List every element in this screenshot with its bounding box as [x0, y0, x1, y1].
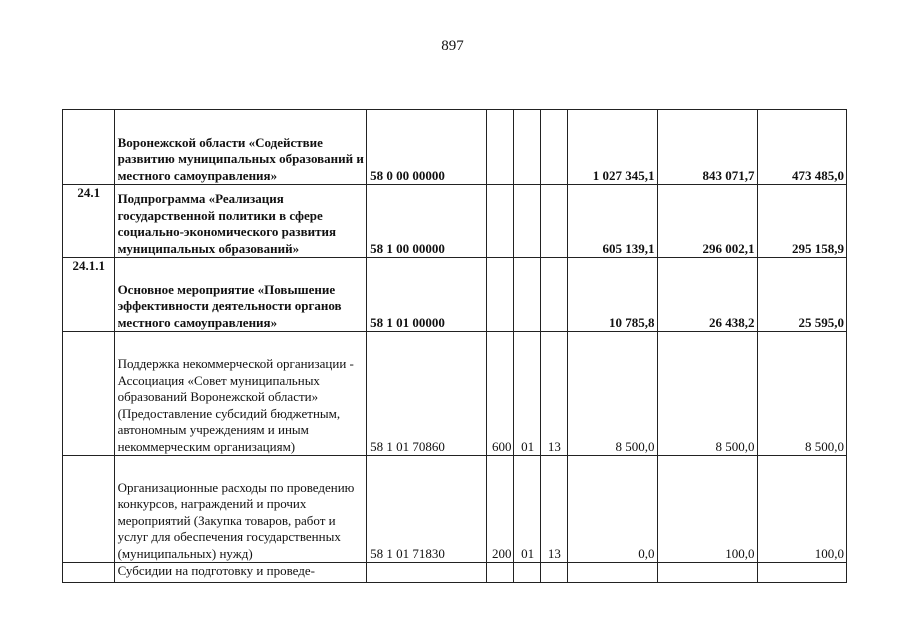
row-vr: 600 [487, 332, 514, 456]
row-number: 24.1 [63, 185, 115, 258]
row-pr [540, 110, 567, 185]
row-pr [540, 563, 567, 583]
row-amount-1: 10 785,8 [568, 258, 657, 332]
row-amount-1: 0,0 [568, 456, 657, 563]
row-amount-2: 26 438,2 [657, 258, 757, 332]
row-code: 58 1 00 00000 [367, 185, 487, 258]
row-amount-3: 473 485,0 [757, 110, 847, 185]
row-amount-2: 296 002,1 [657, 185, 757, 258]
row-name [114, 185, 367, 258]
row-name-text: Основное мероприятие «Повышение эффективности деятельности органов местного самоуправления» [117, 281, 342, 330]
row-amount-3: 25 595,0 [757, 258, 847, 332]
row-rz [514, 185, 540, 258]
row-name-text: Организационные расходы по проведению конкурсов, награждений и прочих мероприятий (Закупка товаров, работ и услуг для обеспечения государственных (муниципальных) нужд) [117, 479, 355, 561]
row-code [367, 563, 487, 583]
row-amount-3: 295 158,9 [757, 185, 847, 258]
row-name [114, 110, 367, 185]
row-rz: 01 [514, 456, 540, 563]
row-vr: 200 [487, 456, 514, 563]
row-amount-3: 8 500,0 [757, 332, 847, 456]
row-name [114, 332, 367, 456]
row-amount-2 [657, 563, 757, 583]
budget-table [62, 109, 847, 583]
row-number [63, 332, 115, 456]
row-name-text: Воронежской области «Содействие развитию муниципальных образований и местного самоуправления» [117, 134, 364, 183]
row-rz [514, 110, 540, 185]
row-pr [540, 185, 567, 258]
row-amount-1: 8 500,0 [568, 332, 657, 456]
table-row [63, 110, 847, 185]
row-pr: 13 [540, 332, 567, 456]
row-amount-3: 100,0 [757, 456, 847, 563]
table-row [63, 332, 847, 456]
table-row [63, 185, 847, 258]
row-number: 24.1.1 [63, 258, 115, 332]
row-name [114, 563, 367, 583]
row-rz: 01 [514, 332, 540, 456]
row-pr [540, 258, 567, 332]
row-vr [487, 563, 514, 583]
page-number: 897 [441, 38, 464, 54]
row-amount-3 [757, 563, 847, 583]
row-rz [514, 563, 540, 583]
row-amount-2: 8 500,0 [657, 332, 757, 456]
table-row [63, 563, 847, 583]
row-name-text: Подпрограмма «Реализация государственной политики в сфере социально-экономического развития муниципальных образований» [117, 191, 336, 256]
table-row [63, 258, 847, 332]
row-amount-1 [568, 563, 657, 583]
row-vr [487, 110, 514, 185]
row-code: 58 1 01 00000 [367, 258, 487, 332]
row-amount-1: 605 139,1 [568, 185, 657, 258]
row-code: 58 0 00 00000 [367, 110, 487, 185]
table-row [63, 456, 847, 563]
row-code: 58 1 01 71830 [367, 456, 487, 563]
row-rz [514, 258, 540, 332]
row-name-text: Субсидии на подготовку и проведе- [117, 563, 315, 578]
row-vr [487, 258, 514, 332]
row-amount-2: 843 071,7 [657, 110, 757, 185]
row-name-text: Поддержка некоммерческой организации - Ассоциация «Совет муниципальных образований Воронежской области» (Предоставление субсидий бюджетным, автономным учреждениям и иным некоммерческим организациям) [117, 356, 354, 454]
row-name [114, 258, 367, 332]
row-vr [487, 185, 514, 258]
row-name [114, 456, 367, 563]
row-amount-2: 100,0 [657, 456, 757, 563]
row-code: 58 1 01 70860 [367, 332, 487, 456]
row-number [63, 456, 115, 563]
row-amount-1: 1 027 345,1 [568, 110, 657, 185]
row-number [63, 563, 115, 583]
row-pr: 13 [540, 456, 567, 563]
row-number [63, 110, 115, 185]
